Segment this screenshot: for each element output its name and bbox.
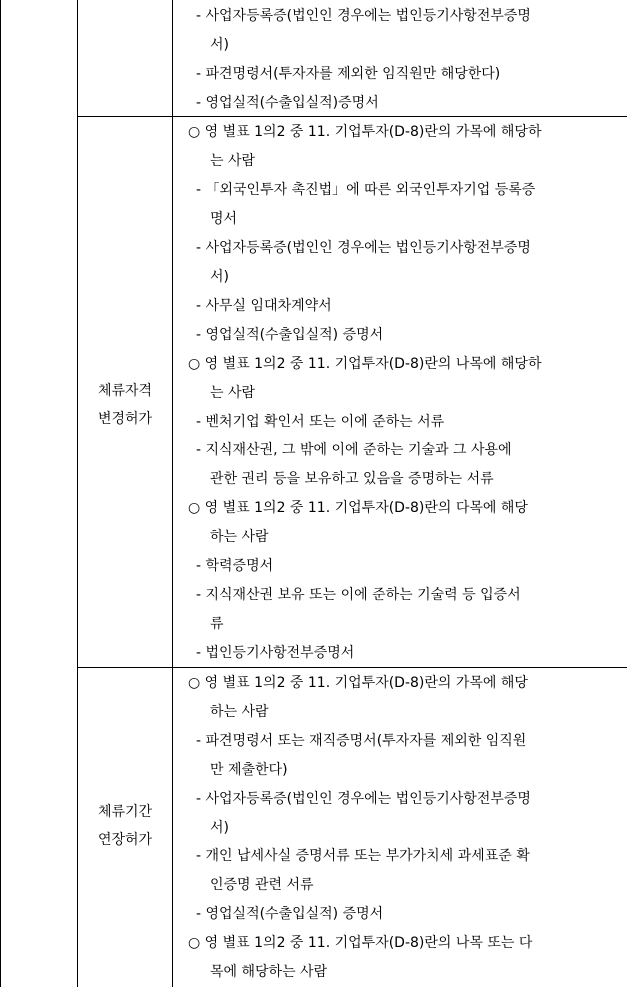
continuation-line: 서) [210, 819, 229, 836]
document-item: - 사업자등록증(법인인 경우에는 법인등기사항전부증명 [196, 790, 531, 807]
continuation-line: 는 사람 [210, 384, 256, 401]
document-item: - 영업실적(수출입실적) 증명서 [196, 326, 384, 343]
continuation-line: 하는 사람 [210, 703, 269, 720]
table-column-divider [172, 0, 173, 987]
document-item: - 「외국인투자 촉진법」에 따른 외국인투자기업 등록증 [196, 181, 536, 198]
continuation-line: 류 [210, 616, 224, 633]
document-item: - 지식재산권, 그 밖에 이에 준하는 기술과 그 사용에 [196, 442, 512, 459]
row-label [78, 377, 172, 433]
document-item: - 파견명령서(투자자를 제외한 임직원만 해당한다) [196, 66, 501, 83]
document-item: - 지식재산권 보유 또는 이에 준하는 기술력 등 입증서 [196, 587, 521, 604]
document-item: - 영업실적(수출입실적) 증명서 [196, 906, 384, 923]
document-item: - 학력증명서 [196, 558, 274, 575]
criteria-heading: ○ 영 별표 1의2 중 11. 기업투자(D-8)란의 다목에 해당 [188, 500, 528, 517]
continuation-line: 목에 해당하는 사람 [210, 964, 328, 980]
continuation-line: 서) [210, 268, 229, 285]
row-label [78, 798, 172, 854]
continuation-line: 만 제출한다) [210, 761, 288, 778]
document-item: - 영업실적(수출입실적)증명서 [196, 95, 379, 112]
document-item: - 사업자등록증(법인인 경우에는 법인등기사항전부증명 [196, 239, 531, 256]
continuation-line: 서) [210, 37, 229, 54]
document-item: - 사무실 임대차계약서 [196, 297, 332, 314]
row-label-line: 연장허가 [97, 832, 153, 848]
document-item: - 파견명령서 또는 재직증명서(투자자를 제외한 임직원 [196, 732, 527, 749]
row-label-line: 체류기간 [97, 804, 153, 820]
continuation-line: 관한 권리 등을 보유하고 있음을 증명하는 서류 [210, 471, 494, 488]
criteria-heading: ○ 영 별표 1의2 중 11. 기업투자(D-8)란의 나목에 해당하 [188, 355, 542, 372]
continuation-line: 명서 [210, 210, 238, 227]
row-label-line: 변경허가 [97, 411, 153, 427]
continuation-line: 는 사람 [210, 152, 256, 169]
continuation-line: 인증명 관련 서류 [210, 877, 314, 894]
document-item: - 사업자등록증(법인인 경우에는 법인등기사항전부증명 [196, 8, 531, 24]
criteria-heading: ○ 영 별표 1의2 중 11. 기업투자(D-8)란의 가목에 해당 [188, 675, 528, 691]
row-divider [77, 667, 627, 668]
criteria-heading: ○ 영 별표 1의2 중 11. 기업투자(D-8)란의 나목 또는 다 [188, 935, 533, 952]
row-divider [77, 116, 627, 117]
document-item: - 벤처기업 확인서 또는 이에 준하는 서류 [196, 413, 445, 430]
document-item: - 개인 납세사실 증명서류 또는 부가가치세 과세표준 확 [196, 848, 530, 865]
document-item: - 법인등기사항전부증명서 [196, 645, 355, 662]
continuation-line: 하는 사람 [210, 529, 269, 546]
row-label-line: 체류자격 [97, 383, 153, 399]
criteria-heading: ○ 영 별표 1의2 중 11. 기업투자(D-8)란의 가목에 해당하 [188, 124, 542, 140]
table-left-border [0, 0, 1, 987]
